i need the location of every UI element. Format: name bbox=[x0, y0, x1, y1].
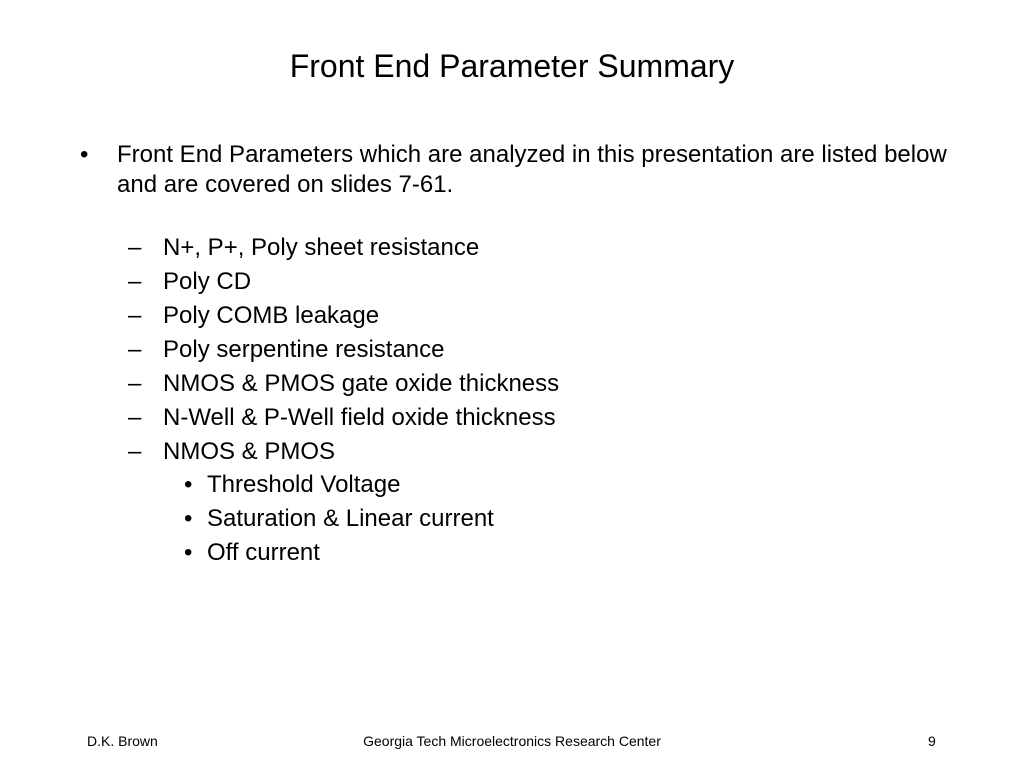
bullet-marker: • bbox=[184, 539, 193, 566]
dash-marker: – bbox=[128, 268, 142, 295]
nested-item-off-current: Off current bbox=[207, 539, 320, 566]
sub-item-nmos-pmos: NMOS & PMOS bbox=[163, 438, 336, 465]
sub-item-poly-cd: Poly CD bbox=[163, 268, 252, 295]
bullet-marker: • bbox=[184, 505, 193, 532]
dash-marker: – bbox=[128, 438, 142, 465]
nested-item-threshold-voltage: Threshold Voltage bbox=[207, 471, 401, 498]
footer-organization: Georgia Tech Microelectronics Research Center bbox=[363, 733, 661, 749]
dash-marker: – bbox=[128, 302, 142, 329]
nested-item-saturation-linear-current: Saturation & Linear current bbox=[207, 505, 494, 532]
footer-author: D.K. Brown bbox=[87, 733, 158, 749]
sub-item-sheet-resistance: N+, P+, Poly sheet resistance bbox=[163, 234, 480, 261]
dash-marker: – bbox=[128, 404, 142, 431]
dash-marker: – bbox=[128, 336, 142, 363]
main-bullet-marker: • bbox=[80, 141, 89, 168]
dash-marker: – bbox=[128, 234, 142, 261]
footer-page-number: 9 bbox=[928, 733, 936, 749]
bullet-marker: • bbox=[184, 471, 193, 498]
sub-item-serpentine-resistance: Poly serpentine resistance bbox=[163, 336, 445, 363]
sub-item-gate-oxide: NMOS & PMOS gate oxide thickness bbox=[163, 370, 560, 397]
dash-marker: – bbox=[128, 370, 142, 397]
sub-item-field-oxide: N-Well & P-Well field oxide thickness bbox=[163, 404, 556, 431]
sub-item-comb-leakage: Poly COMB leakage bbox=[163, 302, 380, 329]
slide-title: Front End Parameter Summary bbox=[289, 48, 735, 84]
main-bullet-text: Front End Parameters which are analyzed in this presentation are listed below and are covered on slides 7-61. bbox=[117, 141, 947, 198]
